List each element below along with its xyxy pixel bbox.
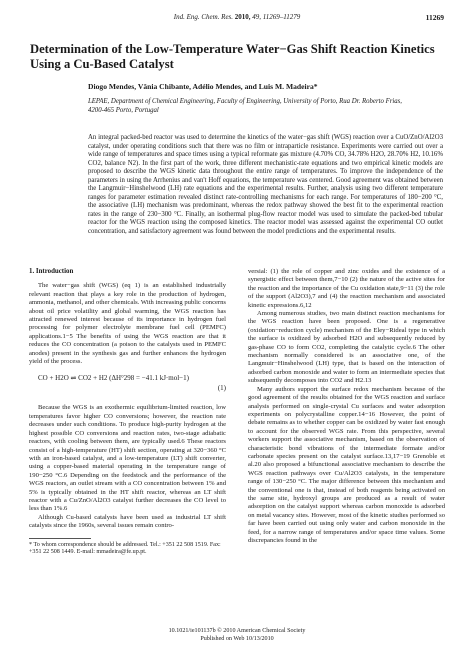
paragraph: The water−gas shift (WGS) (eq 1) is an established industrially relevant reaction that plays a key role in the production of hydrogen, ammonia, methanol, and other chemicals. With increasing public concerns about oil price volatility and global warming, the WGS reaction has attracted renewed interest because of its importance in hydrogen fuel processing for polymer electrolyte membrane fuel cell (PEMFC) applications.1−5 The benefits of using the WGS reaction are that it reduces the CO concentration (a poison to the catalysts used in PEMFC anodes) present in the synthesis gas and further enhances the hydrogen yield of the process. xyxy=(29,282,226,366)
right-column xyxy=(248,268,445,545)
paragraph: versial: (1) the role of copper and zinc oxides and the existence of a synergistic effect between them,7−10 (2) the nature of the active sites for the reaction and the importance of the Cu oxidation state,9−11 (3) the role of the support (Al2O3),7 and (4) the reaction mechanism and associated kinetic expressions.6,12 xyxy=(248,268,445,309)
affiliation: LEPAE, Department of Chemical Engineering, Faculty of Engineering, University of Porto, Rua Dr. Roberto Frias, 4200-465 Porto, Portugal xyxy=(88,98,403,114)
paragraph: Among numerous studies, two main distinct reaction mechanisms for the WGS reaction have been proposed. One is a regenerative (oxidation−reduction cycle) mechanism of the Eley−Rideal type in which the surface is oxidized by adsorbed H2O and subsequently reduced by gas-phase CO to form CO2, completing the catalytic cycle.6 The other mechanism normally considered is an associative one, of the Langmuir−Hinshelwood (LH) type, that is based on the interaction of adsorbed carbon monoxide and water to form an intermediate species that subsequently decomposes into CO2 and H2.13 xyxy=(248,310,445,385)
equation xyxy=(29,372,226,396)
section-heading: 1. Introduction xyxy=(29,268,74,275)
running-header xyxy=(30,13,444,25)
paragraph: Many authors support the surface redox mechanism because of the good agreement of the results obtained for the WGS reaction and surface analysis performed on single-crystal Cu surfaces and water adsorption experiments on polycrystalline copper.14−16 However, the point of debate remains as to whether copper can be oxidized by water fast enough to account for the observed WGS rate. From this perspective, several workers support the associative mechanism, based on the observation of characteristic bond vibrations of the intermediate formate and/or carbonate species present on the catalyst surface.13,17−19 Grenoble et al.20 also proposed a bifunctional associative mechanism to describe the WGS reaction pathways over Cu/Al2O3 catalysts, in the temperature range of 130−250 °C. The major difference between this mechanism and the conventional one is that, instead of both reagents being activated on the same site, hydroxyl groups are produced as a result of water adsorption on the catalyst support whereas carbon monoxide is adsorbed on metal vacancy sites. However, most of the kinetic studies performed so far have been carried out using only water and carbon monoxide in the feed, for a narrow range of temperatures and/or space time values. Some discrepancies found in the xyxy=(248,385,445,544)
paragraph: Although Cu-based catalysts have been used as industrial LT shift catalysts since the 1960s, several issues remain contro- xyxy=(29,513,226,530)
page-footer xyxy=(0,628,474,644)
article-title: Determination of the Low-Temperature Water−Gas Shift Reaction Kinetics Using a Cu-Based Catalyst xyxy=(30,42,435,71)
paragraph: Because the WGS is an exothermic equilibrium-limited reaction, low temperatures favor higher CO conversions; however, the reaction rate decreases under such conditions. To produce high-purity hydrogen at the highest possible CO conversions and reaction rates, two-stage adiabatic reactors, with cooling between them, are typically used.6 These reactors consist of a high-temperature (HT) shift section, operating at 320−360 °C with an iron-based catalyst, and a low-temperature (LT) shift converter, using a copper-based material operating in the temperature range of 190−250 °C.6 Depending on the feedstock and the performance of the WGS reactors, an outlet stream with a CO concentration between 1% and 5% is typically obtained in the HT shift reactor, whereas an LT shift reactor with a Cu/ZnO/Al2O3 catalyst further decreases the CO level to less than 1%.6 xyxy=(29,404,226,513)
abstract: An integral packed-bed reactor was used to determine the kinetics of the water−gas shift (WGS) reaction over a CuO/ZnO/Al2O3 catalyst, under operating conditions such that there was no film or intraparticle resistance. Experiments were carried out over a wide range of temperatures and space times using a typical reformate gas mixture (4.70% CO, 34.78% H2O, 28.70% H2, 10.16% CO2, balance N2). In the first part of the work, three different mechanistic-rate equations and two empirical kinetic models are proposed to describe the WGS kinetic data throughout the entire range of temperatures. To improve the independence of the parameters in using the Arrhenius and van't Hoff equations, the temperature was centered. Good agreement was obtained between the Langmuir−Hinshelwood (LH) rate equations and the experimental results. Further, analysis using two different temperature ranges for parameter estimation revealed distinct rate-controlling mechanisms for each range. For temperatures of 180−200 °C, the associative (LH) mechanism was predominant, whereas the redox pathway showed the best fit to the experimental reaction rates in the range of 230−300 °C. Finally, an isothermal plug-flow reactor model was used to simulate the packed-bed tubular reactor for the WGS reaction using the composed kinetics. The reactor model was assessed against the experimental CO outlet concentration, and satisfactory agreement was found between the model predictions and the experimental results. xyxy=(88,134,443,236)
page-number: 11269 xyxy=(425,13,444,22)
footnote-rule xyxy=(29,538,91,539)
doi-line: 10.1021/ie101137b © 2010 American Chemical Society xyxy=(168,628,306,634)
equation-number: (1) xyxy=(217,384,226,393)
left-column xyxy=(29,268,226,557)
published-line: Published on Web 10/13/2010 xyxy=(200,635,274,642)
correspondence-footnote: * To whom correspondence should be addressed. Tel.: +351 22 508 1519. Fax: +351 22 508 1449. E-mail: mmadeira@fe.up.pt. xyxy=(29,541,221,556)
journal-citation: Ind. Eng. Chem. Res. 2010, 49, 11269–11279 xyxy=(173,13,301,21)
author-list: Diogo Mendes, Vânia Chibante, Adélio Mendes, and Luis M. Madeira* xyxy=(88,82,318,91)
equation-text: CO + H2O ⇌ CO2 + H2 (ΔH°298 = −41.1 kJ·mol−1) xyxy=(38,374,189,383)
